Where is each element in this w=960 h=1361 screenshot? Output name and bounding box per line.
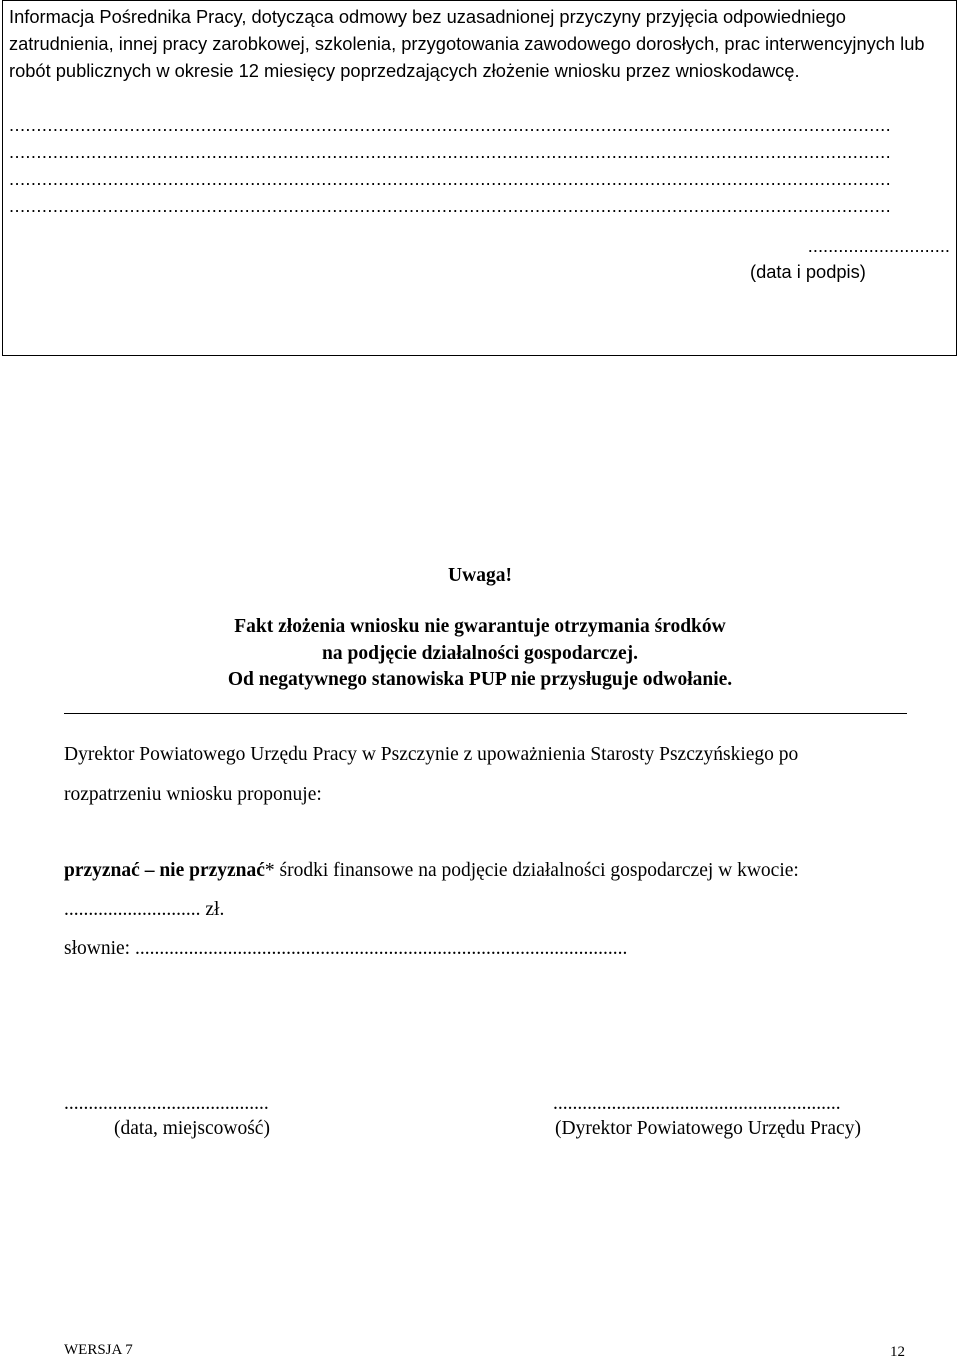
director-signature-label: (Dyrektor Powiatowego Urzędu Pracy): [555, 1118, 861, 1139]
notice-heading: Uwaga!: [448, 565, 512, 586]
section-divider: [64, 713, 907, 714]
amount-description: * środki finansowe na podjęcie działalności gospodarczej w kwocie:: [264, 860, 799, 881]
notice-line-3: Od negatywnego stanowiska PUP nie przysługuje odwołanie.: [227, 669, 733, 690]
grant-option: przyznać: [64, 860, 140, 881]
info-signature-dots: ............................: [807, 235, 950, 256]
notice-line-1: Fakt złożenia wniosku nie gwarantuje otrzymania środków: [234, 616, 726, 637]
dotted-line-4: .................................................................................................................................................................: [9, 195, 892, 216]
intermediary-info-text: Informacja Pośrednika Pracy, dotycząca odmowy bez uzasadnionej przyczyny przyjęcia odpowiedniego zatrudnienia, innej pracy zarobkowej, szkolenia, przygotowania zawodowego dorosłych, prac interwencyjnych lub robót publicznych w okresie 12 miesięcy poprzedzających złożenie wniosku przez wnioskodawcę.: [9, 6, 925, 81]
info-signature-label: (data i podpis): [750, 261, 866, 282]
decision-options-line: [64, 860, 799, 882]
page-number: 12: [890, 1344, 905, 1360]
dotted-line-2: .................................................................................................................................................................: [9, 141, 892, 162]
dotted-line-3: .................................................................................................................................................................: [9, 168, 892, 189]
dotted-line-1: .................................................................................................................................................................: [9, 114, 892, 135]
amount-line: ............................ zł.: [64, 899, 225, 920]
date-place-label: (data, miejscowość): [114, 1118, 270, 1139]
decision-intro-line-2: rozpatrzeniu wniosku proponuje:: [64, 784, 322, 805]
document-version: WERSJA 7: [64, 1342, 133, 1358]
deny-option: nie przyznać: [159, 860, 265, 881]
date-place-dots: ..........................................: [64, 1093, 269, 1114]
director-signature-dots: ...........................................................: [553, 1093, 841, 1114]
decision-intro-line-1: Dyrektor Powiatowego Urzędu Pracy w Pszczynie z upoważnienia Starosty Pszczyńskiego po: [64, 744, 799, 765]
amount-in-words-line: słownie: .....................................................................................................: [64, 938, 628, 959]
intermediary-info-box: [2, 0, 957, 356]
option-separator: –: [144, 860, 155, 881]
notice-line-2: na podjęcie działalności gospodarczej.: [322, 643, 638, 664]
